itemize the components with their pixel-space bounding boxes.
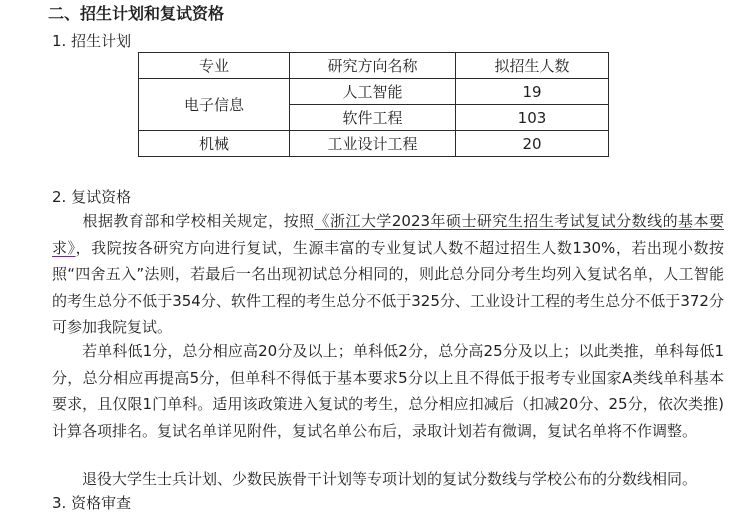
- section-title: 二、招生计划和复试资格: [48, 4, 225, 23]
- retest-paragraph-2: [52, 338, 724, 444]
- p1-body: ，我院按各研究方向进行复试，生源丰富的专业复试人数不超过招生人数130%，若出现小数按照“四舍五入”法则，若最后一名出现初试总分相同的，则此总分同分考生均列入复试名单，人工智能的考生总分不低于354分、软件工程的考生总分不低于325分、工业设计工程的考生总分不低于372分可参加我院复试。: [52, 238, 724, 337]
- header-count: 拟招生人数: [456, 53, 609, 79]
- cell-major: 电子信息: [139, 79, 290, 131]
- p1-intro: 根据教育部和学校相关规定，按照: [82, 212, 315, 230]
- cell-count: 19: [456, 79, 609, 105]
- plan-heading: 1. 招生计划: [52, 32, 132, 50]
- retest-paragraph-3: [52, 466, 697, 492]
- p2-body: 若单科低1分，总分相应高20分及以上；单科低2分，总分高25分及以上；以此类推，单科每低1分，总分相应再提高5分，但单科不得低于基本要求5分以上且不得低于报考专业国家A类线单科基本要求，且仅限1门单科。适用该政策进入复试的考生，总分相应扣减后（扣减20分、25分，依次类推)计算各项排名。复试名单详见附件，复试名单公布后，录取计划若有微调，复试名单将不作调整。: [52, 342, 724, 440]
- enrollment-plan-table: [138, 52, 609, 157]
- table-row: [139, 79, 609, 105]
- header-major: 专业: [139, 53, 290, 79]
- cell-major: 机械: [139, 131, 290, 157]
- cell-direction: 人工智能: [290, 79, 456, 105]
- cell-count: 103: [456, 105, 609, 131]
- table-header-row: [139, 53, 609, 79]
- qualification-review-heading: 3. 资格审查: [52, 494, 132, 512]
- cell-direction: 软件工程: [290, 105, 456, 131]
- retest-paragraph-1: [52, 208, 724, 341]
- score-requirements-link[interactable]: 《浙江大学2023年硕士研究生招生考试复试分数线的基本要求》: [52, 212, 724, 257]
- header-direction: 研究方向名称: [290, 53, 456, 79]
- cell-direction: 工业设计工程: [290, 131, 456, 157]
- table-row: [139, 131, 609, 157]
- p3-body: 退役大学生士兵计划、少数民族骨干计划等专项计划的复试分数线与学校公布的分数线相同。: [82, 470, 698, 488]
- retest-heading: 2. 复试资格: [52, 188, 132, 206]
- cell-count: 20: [456, 131, 609, 157]
